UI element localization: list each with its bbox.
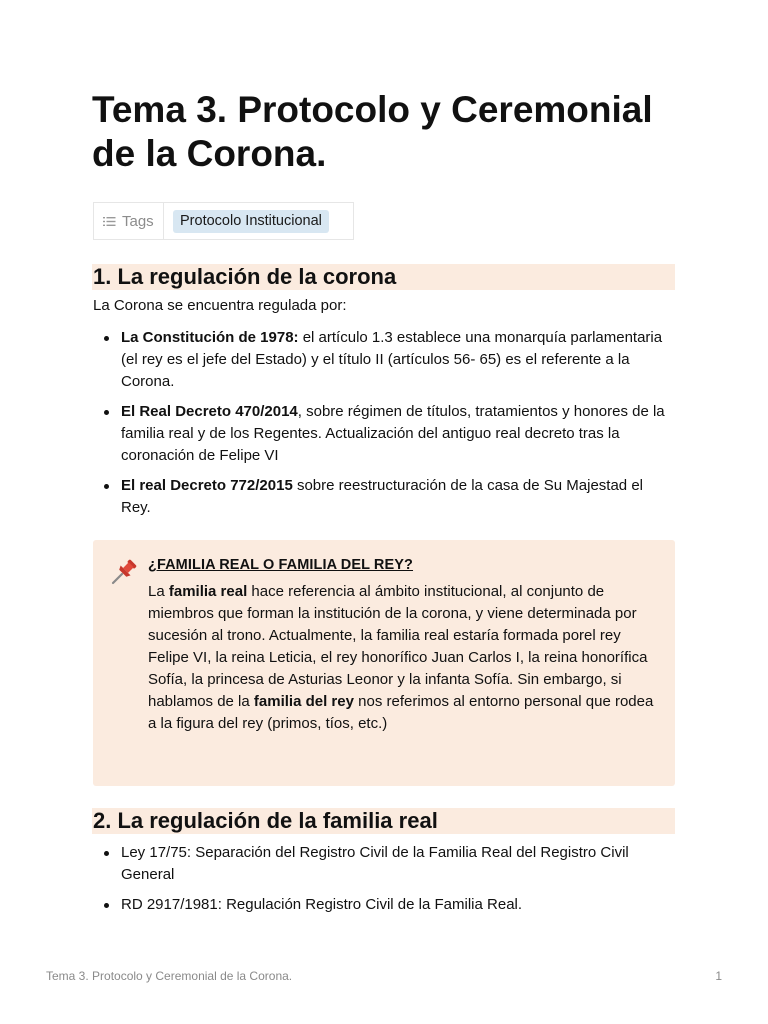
section-1-intro: La Corona se encuentra regulada por: bbox=[93, 297, 347, 314]
list-item: La Constitución de 1978: el artículo 1.3 establece una monarquía parlamentaria (el rey es el jefe del Estado) y el título II (artículos 56- 65) es el referente a la Corona. bbox=[93, 327, 673, 393]
list-item: RD 2917/1981: Regulación Registro Civil de la Familia Real. bbox=[93, 894, 673, 916]
list-item: Ley 17/75: Separación del Registro Civil de la Familia Real del Registro Civil General bbox=[93, 842, 673, 886]
callout-box bbox=[93, 540, 675, 786]
section-2-list bbox=[93, 842, 673, 924]
properties-table bbox=[93, 202, 354, 240]
section-1-heading: 1. La regulación de la corona bbox=[92, 264, 675, 290]
tag-pill[interactable]: Protocolo Institucional bbox=[173, 210, 329, 233]
tags-property-value bbox=[164, 203, 329, 239]
section-2-heading: 2. La regulación de la familia real bbox=[92, 808, 675, 834]
callout-body: La familia real hace referencia al ámbito institucional, al conjunto de miembros que forman la institución de la corona, y viene determinada por sucesión al trono. Actualmente, la familia real estaría formada porel rey Felipe VI, la reina Leticia, el rey honorífico Juan Carlos I, la reina honorífica Sofía, la princesa de Asturias Leonor y la infanta Sofía. Sin embargo, si hablamos de la familia del rey nos referimos al entorno personal que rodea a la figura del rey (primos, tíos, etc.) bbox=[148, 583, 654, 732]
list-icon bbox=[103, 216, 116, 227]
tags-property-label bbox=[94, 203, 164, 239]
pushpin-icon bbox=[109, 557, 139, 592]
tags-label: Tags bbox=[122, 212, 154, 230]
footer-title: Tema 3. Protocolo y Ceremonial de la Corona. bbox=[46, 969, 293, 983]
page-title: Tema 3. Protocolo y Ceremonial de la Corona. bbox=[92, 89, 653, 174]
callout-title: ¿FAMILIA REAL O FAMILIA DEL REY? bbox=[148, 557, 414, 573]
section-1-list bbox=[93, 327, 673, 527]
page-number: 1 bbox=[715, 969, 722, 983]
list-item: El Real Decreto 470/2014, sobre régimen de títulos, tratamientos y honores de la familia real y de los Regentes. Actualización del antiguo real decreto tras la coronación de Felipe VI bbox=[93, 401, 673, 467]
list-item: El real Decreto 772/2015 sobre reestructuración de la casa de Su Majestad el Rey. bbox=[93, 475, 673, 519]
